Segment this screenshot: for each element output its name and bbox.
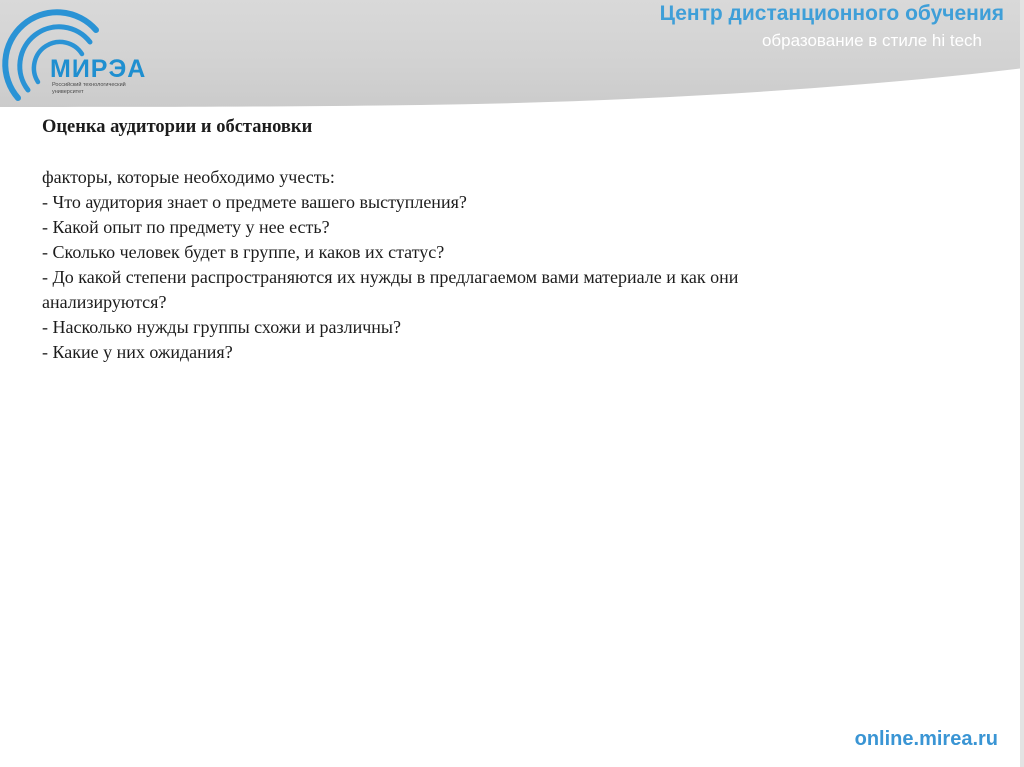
list-item: - Какие у них ожидания?: [42, 342, 233, 362]
mirea-logo: [0, 0, 180, 108]
intro-text: факторы, которые необходимо учесть:: [42, 167, 335, 187]
right-edge-divider: [1020, 0, 1024, 767]
logo-subtitle: Российский технологический университет: [52, 82, 126, 95]
center-title: Центр дистанционного обучения: [659, 2, 1004, 25]
slide-heading: Оценка аудитории и обстановки: [42, 117, 313, 137]
content-area: [42, 115, 762, 365]
list-item: - До какой степени распространяются их нужды в предлагаемом вами материале и как они анализируются?: [42, 267, 739, 312]
list-item: - Сколько человек будет в группе, и каков их статус?: [42, 242, 445, 262]
list-item: - Какой опыт по предмету у нее есть?: [42, 217, 330, 237]
list-item: - Что аудитория знает о предмете вашего выступления?: [42, 192, 467, 212]
site-link[interactable]: online.mirea.ru: [854, 728, 998, 750]
logo-name: МИРЭА: [50, 55, 147, 83]
tagline: образование в стиле hi tech: [761, 31, 982, 50]
list-item: - Насколько нужды группы схожи и различны?: [42, 317, 401, 337]
factors-list: [42, 190, 762, 365]
